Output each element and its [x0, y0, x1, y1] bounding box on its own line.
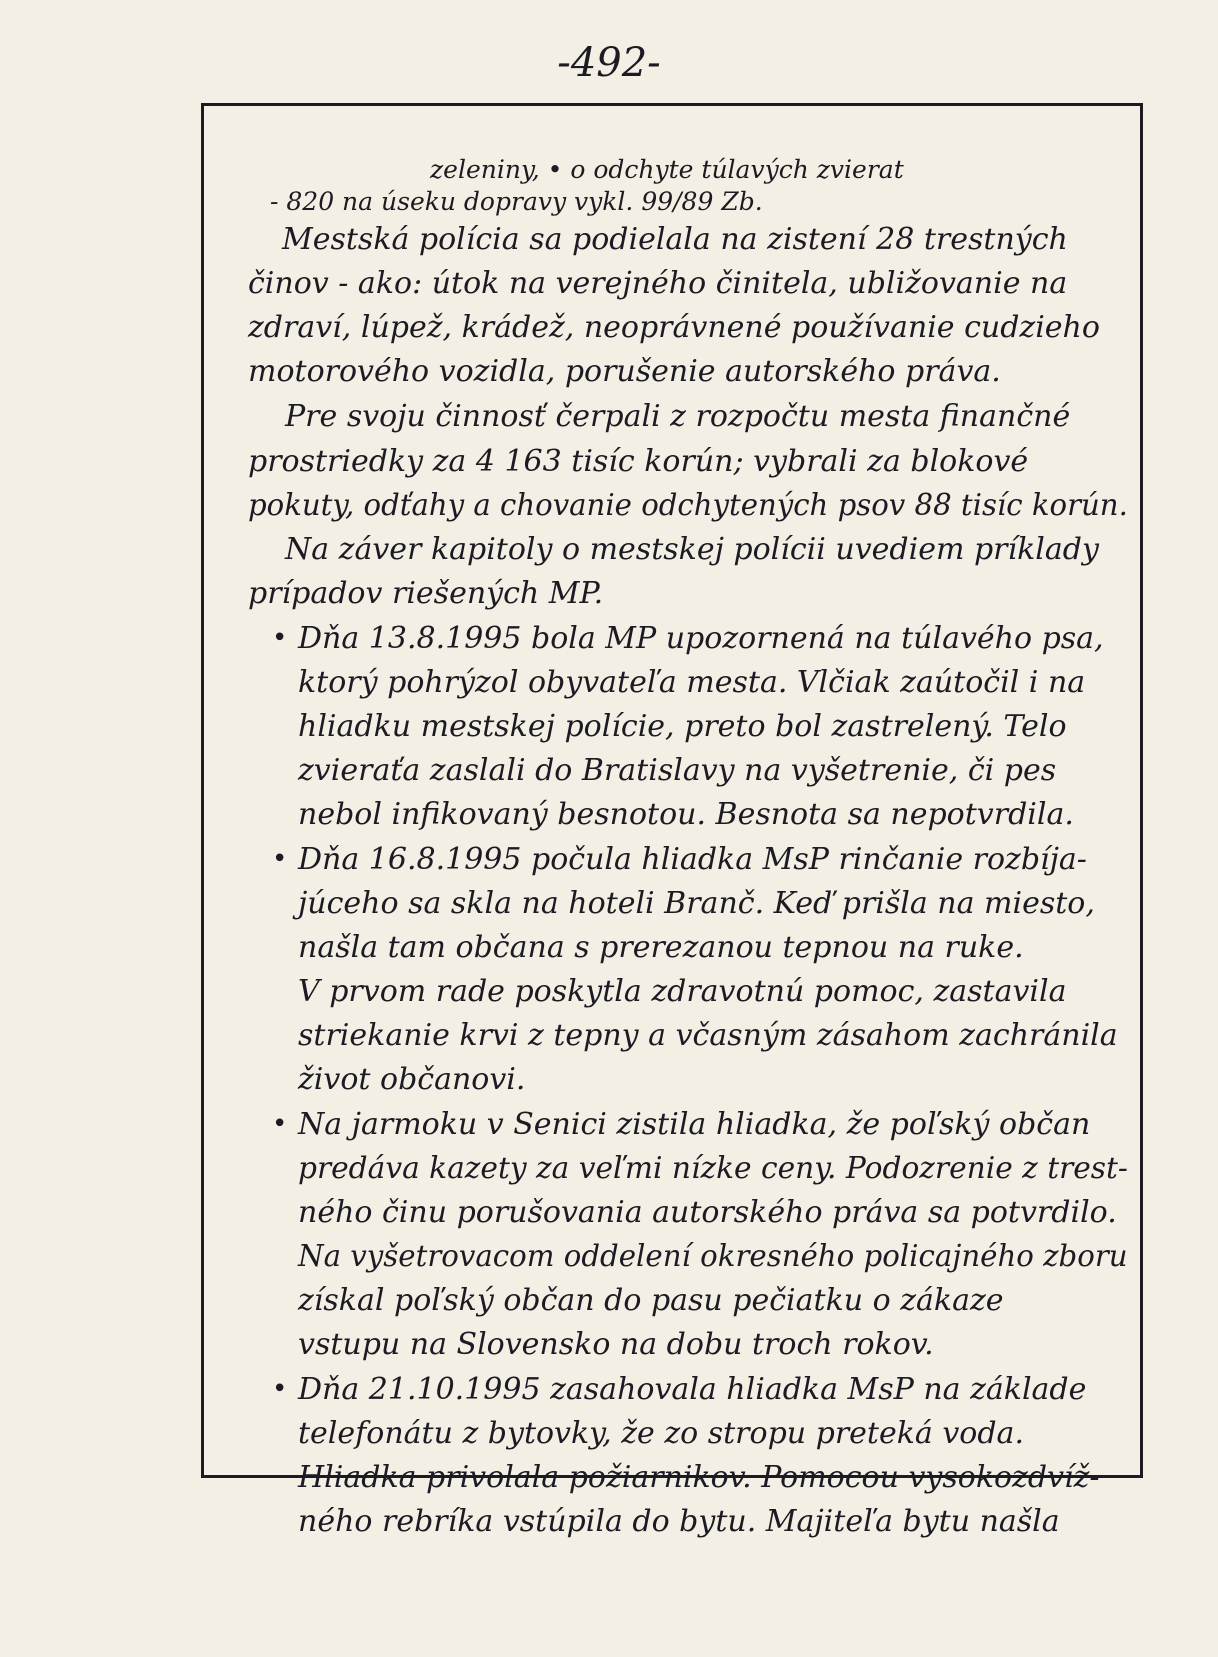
- text-line: Pre svoju činnosť čerpali z rozpočtu mesta finančné: [285, 399, 1071, 434]
- bullet-marker: •: [272, 1109, 288, 1139]
- text-line: zeleniny, • o odchyte túlavých zvierat: [430, 155, 904, 184]
- page-number: -492-: [557, 40, 661, 86]
- bullet-marker: •: [272, 844, 288, 874]
- text-line: nebol infikovaný besnotou. Besnota sa nepotvrdila.: [298, 797, 1074, 832]
- text-line: predáva kazety za veľmi nízke ceny. Podozrenie z trest-: [298, 1151, 1128, 1186]
- text-line: našla tam občana s prerezanou tepnou na ruke.: [298, 930, 1024, 965]
- text-line: Hliadka privolala požiarnikov. Pomocou vysokozdvíž-: [298, 1460, 1100, 1495]
- text-line: život občanovi.: [298, 1062, 526, 1097]
- text-line: - 820 na úseku dopravy vykl. 99/89 Zb.: [270, 187, 763, 216]
- text-line: prostriedky za 4 163 tisíc korún; vybrali za blokové: [248, 444, 1029, 479]
- text-line: Na vyšetrovacom oddelení okresného policajného zboru: [298, 1239, 1128, 1274]
- text-line: ného činu porušovania autorského práva sa potvrdilo.: [298, 1195, 1117, 1230]
- text-line: pokuty, odťahy a chovanie odchytených psov 88 tisíc korún.: [248, 488, 1128, 523]
- text-line: júceho sa skla na hoteli Branč. Keď prišla na miesto,: [298, 886, 1095, 921]
- text-line: Mestská polícia sa podielala na zistení 28 trestných: [282, 222, 1068, 257]
- text-line: Dňa 13.8.1995 bola MP upozornená na túlavého psa,: [298, 621, 1104, 656]
- text-line: ktorý pohrýzol obyvateľa mesta. Vlčiak zaútočil i na: [298, 665, 1086, 700]
- text-line: Dňa 16.8.1995 počula hliadka MsP rinčanie rozbíja-: [298, 842, 1087, 877]
- text-line: Na jarmoku v Senici zistila hliadka, že poľský občan: [298, 1107, 1091, 1142]
- text-line: získal poľský občan do pasu pečiatku o zákaze: [298, 1283, 1004, 1318]
- text-line: vstupu na Slovensko na dobu troch rokov.: [298, 1327, 934, 1362]
- text-line: striekanie krvi z tepny a včasným zásahom zachránila: [298, 1018, 1118, 1053]
- text-line: ného rebríka vstúpila do bytu. Majiteľa bytu našla: [298, 1504, 1060, 1539]
- bullet-marker: •: [272, 623, 288, 653]
- text-line: činov - ako: útok na verejného činitela, ubližovanie na: [248, 266, 1068, 301]
- text-line: Na záver kapitoly o mestskej polícii uvediem príklady: [285, 532, 1099, 567]
- text-line: zvieraťa zaslali do Bratislavy na vyšetrenie, či pes: [298, 753, 1057, 788]
- text-line: zdraví, lúpež, krádež, neoprávnené používanie cudzieho: [248, 310, 1100, 345]
- text-line: Dňa 21.10.1995 zasahovala hliadka MsP na základe: [298, 1372, 1087, 1407]
- text-line: prípadov riešených MP.: [248, 576, 604, 611]
- text-line: hliadku mestskej polície, preto bol zastrelený. Telo: [298, 709, 1067, 744]
- text-line: V prvom rade poskytla zdravotnú pomoc, zastavila: [298, 974, 1067, 1009]
- text-line: motorového vozidla, porušenie autorského práva.: [248, 354, 1001, 389]
- bullet-marker: •: [272, 1374, 288, 1404]
- text-line: telefonátu z bytovky, že zo stropu preteká voda.: [298, 1416, 1024, 1451]
